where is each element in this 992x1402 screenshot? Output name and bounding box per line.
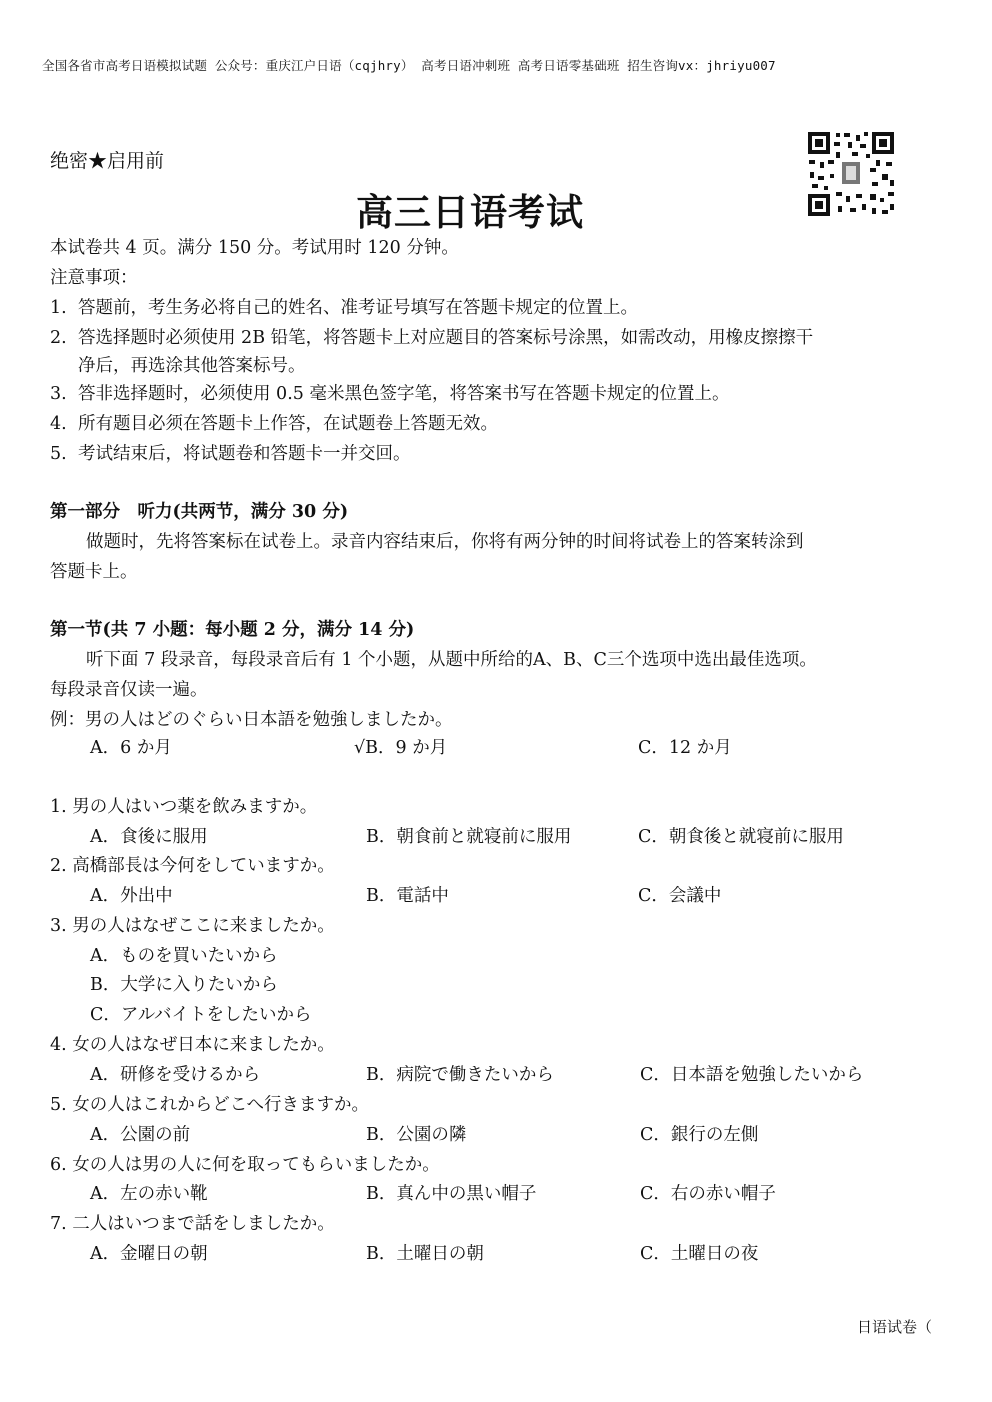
confidential-label: 绝密★启用前 bbox=[50, 150, 165, 172]
question-2-option-c: C．会議中 bbox=[638, 886, 722, 906]
section1-heading: 第一节(共 7 小题：每小题 2 分，满分 14 分) bbox=[50, 620, 415, 640]
notice-heading: 注意事项： bbox=[50, 268, 138, 288]
question-2: 2. 高橋部長は今何をしていますか。 bbox=[50, 856, 335, 876]
question-1-option-c: C．朝食後と就寝前に服用 bbox=[638, 827, 844, 847]
question-5-option-a: A．公園の前 bbox=[90, 1125, 191, 1145]
part1-description: 做题时，先将答案标在试卷上。录音内容结束后，你将有两分钟的时间将试卷上的答案转涂到 bbox=[86, 532, 804, 552]
exam-intro: 本试卷共 4 页。满分 150 分。考试用时 120 分钟。 bbox=[50, 238, 459, 258]
part1-description-continued: 答题卡上。 bbox=[50, 562, 138, 582]
question-5: 5. 女の人はこれからどこへ行きますか。 bbox=[50, 1095, 370, 1115]
question-3-option-b: B．大学に入りたいから bbox=[90, 975, 278, 995]
question-7-option-c: C．土曜日の夜 bbox=[640, 1244, 759, 1264]
section1-description: 听下面 7 段录音，每段录音后有 1 个小题，从题中所给的A、B、C三个选项中选出最佳选项。 bbox=[86, 650, 817, 670]
question-7-option-b: B．土曜日の朝 bbox=[366, 1244, 484, 1264]
page-footer: 日语试卷（ bbox=[856, 1318, 932, 1336]
part1-heading: 第一部分 听力(共两节，满分 30 分) bbox=[50, 502, 349, 522]
section1-description-continued: 每段录音仅读一遍。 bbox=[50, 680, 208, 700]
question-4-option-c: C．日本語を勉強したいから bbox=[640, 1065, 864, 1085]
example-question: 例：男の人はどのぐらい日本語を勉強しましたか。 bbox=[50, 710, 453, 730]
notice-item: 2. 答选择题时必须使用 2B 铅笔，将答题卡上对应题目的答案标号涂黑，如需改动，用橡皮擦擦干 bbox=[50, 328, 814, 348]
question-5-option-c: C．銀行の左側 bbox=[640, 1125, 759, 1145]
question-2-option-a: A．外出中 bbox=[90, 886, 173, 906]
notice-item: 1. 答题前，考生务必将自己的姓名、准考证号填写在答题卡规定的位置上。 bbox=[50, 298, 638, 318]
question-2-option-b: B．電話中 bbox=[366, 886, 449, 906]
question-1: 1. 男の人はいつ薬を飲みますか。 bbox=[50, 797, 318, 817]
example-option-c: C．12 か月 bbox=[638, 738, 732, 758]
question-6: 6. 女の人は男の人に何を取ってもらいましたか。 bbox=[50, 1155, 440, 1175]
question-7: 7. 二人はいつまで話をしましたか。 bbox=[50, 1214, 335, 1234]
question-5-option-b: B．公園の隣 bbox=[366, 1125, 467, 1145]
notice-item: 3. 答非选择题时，必须使用 0.5 毫米黑色签字笔，将答案书写在答题卡规定的位置上。 bbox=[50, 384, 730, 404]
question-4: 4. 女の人はなぜ日本に来ましたか。 bbox=[50, 1035, 335, 1055]
question-4-option-a: A．研修を受けるから bbox=[90, 1065, 261, 1085]
question-1-option-b: B．朝食前と就寝前に服用 bbox=[366, 827, 572, 847]
question-3-option-c: C．アルバイトをしたいから bbox=[90, 1005, 312, 1025]
notice-item: 4. 所有题目必须在答题卡上作答，在试题卷上答题无效。 bbox=[50, 414, 498, 434]
question-3-option-a: A．ものを買いたいから bbox=[90, 946, 278, 966]
page-title: 高三日语考试 bbox=[356, 191, 584, 234]
question-7-option-a: A．金曜日の朝 bbox=[90, 1244, 208, 1264]
question-6-option-b: B．真ん中の黒い帽子 bbox=[366, 1184, 537, 1204]
question-1-option-a: A．食後に服用 bbox=[90, 827, 208, 847]
example-option-b-correct: √B．9 か月 bbox=[354, 738, 448, 758]
question-3: 3. 男の人はなぜここに来ましたか。 bbox=[50, 916, 335, 936]
notice-item-continued: 净后，再选涂其他答案标号。 bbox=[78, 356, 306, 376]
question-6-option-a: A．左の赤い靴 bbox=[90, 1184, 208, 1204]
question-4-option-b: B．病院で働きたいから bbox=[366, 1065, 554, 1085]
question-6-option-c: C．右の赤い帽子 bbox=[640, 1184, 776, 1204]
notice-item: 5. 考试结束后，将试题卷和答题卡一并交回。 bbox=[50, 444, 411, 464]
header-banner: 全国各省市高考日语模拟试题 公众号：重庆江户日语（cqjhry） 高考日语冲刺班 高考日语零基础班 招生咨询vx：jhriyu007 bbox=[42, 58, 776, 73]
example-option-a: A．6 か月 bbox=[90, 738, 172, 758]
